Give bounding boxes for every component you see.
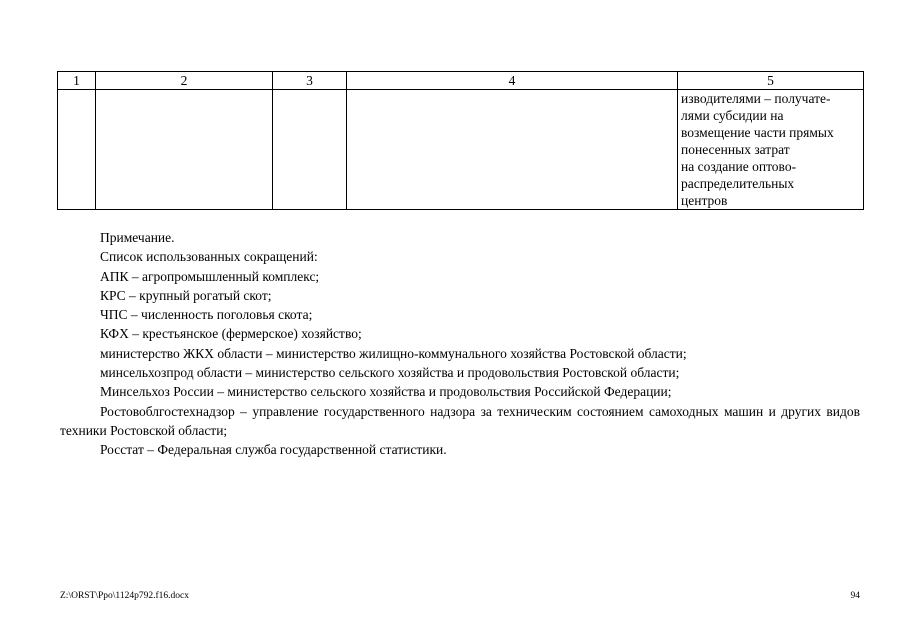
table-cell-5 bbox=[678, 90, 864, 210]
cell-line: лями субсидии на bbox=[681, 108, 784, 123]
column-header-5: 5 bbox=[678, 72, 864, 90]
notes-title: Примечание. bbox=[100, 230, 175, 245]
notes-section bbox=[60, 228, 860, 460]
abbreviation-item: Росстат – Федеральная служба государственной статистики. bbox=[100, 442, 447, 458]
column-header-2: 2 bbox=[96, 72, 273, 90]
abbreviation-item: минсельхозпрод области – министерство сельского хозяйства и продовольствия Ростовской области; bbox=[100, 365, 680, 381]
abbreviations-heading: Список использованных сокращений: bbox=[100, 249, 318, 265]
cell-line: возмещение части прямых bbox=[681, 125, 834, 140]
abbreviation-item: АПК – агропромышленный комплекс; bbox=[100, 268, 320, 284]
cell-line: распределительных bbox=[681, 176, 795, 191]
data-table bbox=[57, 71, 864, 210]
table-row bbox=[58, 90, 864, 210]
footer-file-path: Z:\ORST\Ppo\1124p792.f16.docx bbox=[60, 591, 189, 601]
cell-line: на создание оптово- bbox=[681, 159, 797, 174]
abbreviation-item: КРС – крупный рогатый скот; bbox=[100, 287, 272, 303]
cell-line: понесенных затрат bbox=[681, 142, 790, 157]
table-cell-1 bbox=[58, 90, 96, 210]
abbreviation-item: министерство ЖКХ области – министерство жилищно-коммунального хозяйства Ростовской области; bbox=[100, 345, 687, 361]
table-cell-3 bbox=[273, 90, 347, 210]
abbreviation-item: КФХ – крестьянское (фермерское) хозяйство; bbox=[100, 326, 362, 342]
page-number: 94 bbox=[850, 591, 860, 601]
table-cell-4 bbox=[347, 90, 678, 210]
column-header-3: 3 bbox=[273, 72, 347, 90]
table-cell-2 bbox=[96, 90, 273, 210]
abbreviation-item: ЧПС – численность поголовья скота; bbox=[100, 307, 313, 323]
table-header-row bbox=[58, 72, 864, 90]
abbreviation-item: Ростовоблгостехнадзор – управление государственного надзора за техническим состоянием самоходных машин и других видов техники Ростовской области; bbox=[60, 403, 860, 438]
abbreviation-item: Минсельхоз России – министерство сельского хозяйства и продовольствия Российской Федерации; bbox=[100, 384, 672, 400]
cell-line: изводителями – получате- bbox=[681, 91, 831, 106]
column-header-1: 1 bbox=[58, 72, 96, 90]
cell-line: центров bbox=[681, 193, 728, 208]
column-header-4: 4 bbox=[347, 72, 678, 90]
